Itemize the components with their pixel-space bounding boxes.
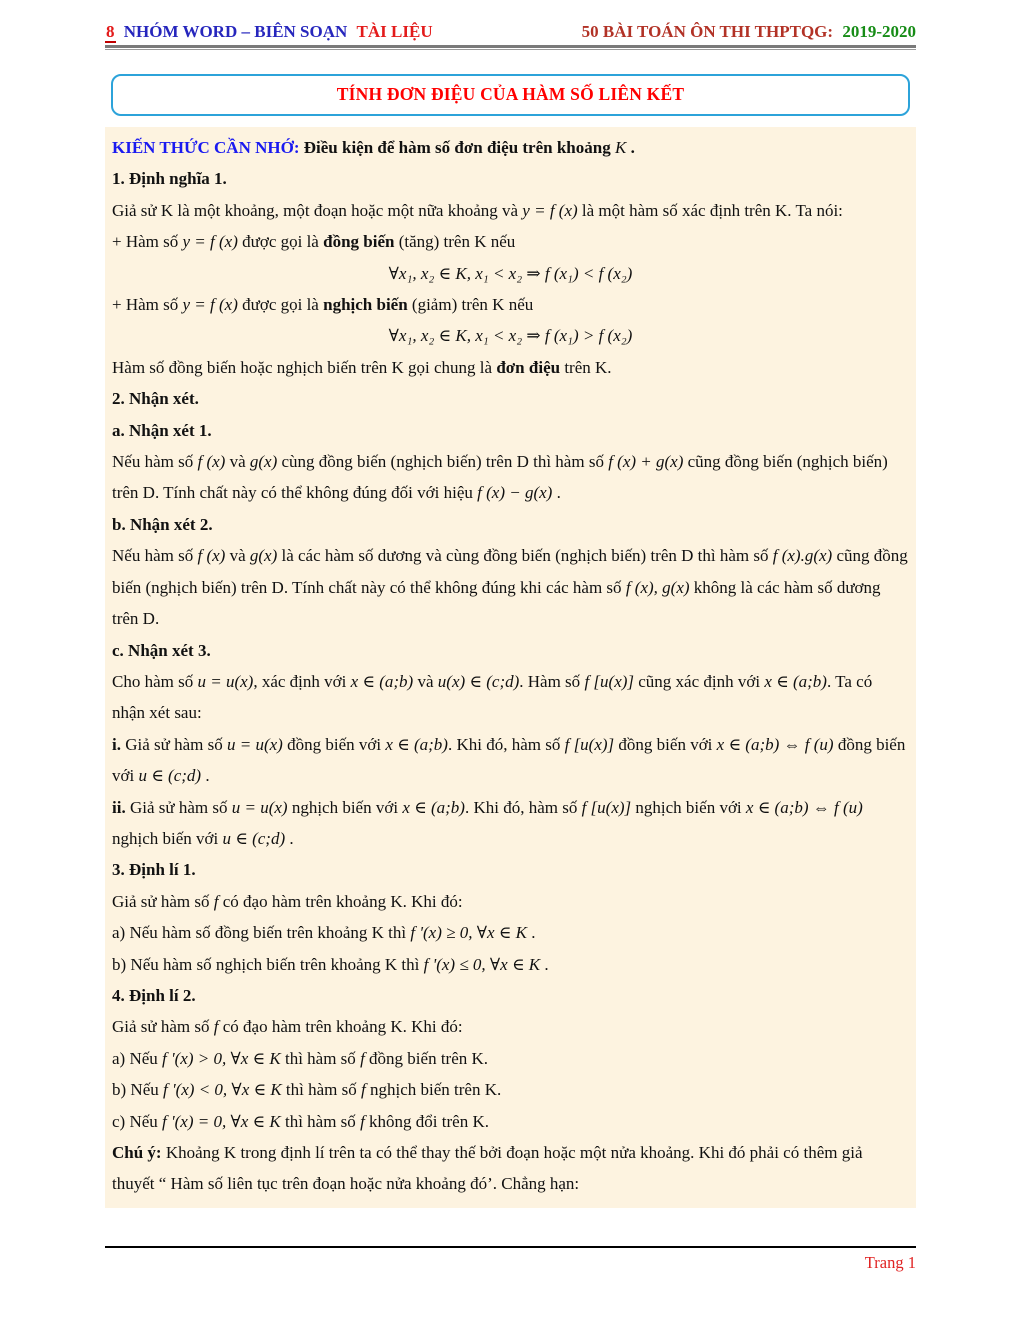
para-dong-bien-def: + Hàm số y = f (x) được gọi là đồng biến (tăng) trên K nếu (112, 232, 516, 252)
header-group-name: NHÓM WORD – BIÊN SOẠN (123, 22, 348, 41)
header-rule-thin-line (105, 49, 916, 50)
page-number: Trang 1 (864, 1252, 916, 1272)
brand-8-icon: 8 (106, 22, 115, 41)
knowledge-note: KIẾN THỨC CẦN NHỚ: Điều kiện để hàm số đơn điệu trên khoảng K . (112, 138, 635, 157)
para-nhan-xet-3-i: i. Giả sử hàm số u = u(x) đồng biến với x ∈ (a;b). Khi đó, hàm số f [u(x)] đồng biến với x ∈ (a;b) ⇔ f (u) đồng biến với u ∈ (c;d) . (112, 734, 906, 786)
para-chu-y: Chú ý: Khoảng K trong định lí trên ta có thể thay thế bởi đoạn hoặc một nửa khoảng. Khi đó phải có thêm giả thuyết “ Hàm số liên tục trên đoạn hoặc nửa khoảng đó’. Chẳng hạn: (112, 1143, 863, 1194)
para-nhan-xet-3-ii: ii. Giả sử hàm số u = u(x) nghịch biến với x ∈ (a;b). Khi đó, hàm số f [u(x)] nghịch biến với x ∈ (a;b) ⇔ f (u) nghịch biến với u ∈ (c;d) . (112, 797, 863, 848)
para-dinh-li-1-a: a) Nếu hàm số đồng biến trên khoảng K thì f '(x) ≥ 0, ∀x ∈ K . (112, 923, 536, 943)
para-don-dieu: Hàm số đồng biến hoặc nghịch biến trên K gọi chung là đơn điệu trên K. (112, 357, 612, 377)
header-years: 2019-2020 (842, 22, 916, 41)
formula-nghich-bien: ∀x₁, x₂ ∈ K, x₁ < x₂ ⇒ f (x₁) > f (x₂) (388, 326, 633, 346)
para-nhan-xet-2: Nếu hàm số f (x) và g(x) là các hàm số dương và cùng đồng biến (nghịch biến) trên D thì hàm số f (x).g(x) cũng đồng biến (nghịch biến) trên D. Tính chất này có thể không đúng khi các hàm số f (x), g(x) không là các hàm số dương trên D. (112, 546, 908, 629)
heading-nhan-xet-1: a. Nhận xét 1. (112, 420, 212, 440)
para-nghich-bien-def: + Hàm số y = f (x) được gọi là nghịch biến (giảm) trên K nếu (112, 295, 534, 315)
heading-dinh-li-1: 3. Định lí 1. (112, 860, 196, 880)
header-rule (105, 45, 916, 50)
header-rule-thick-line (105, 45, 916, 48)
para-nhan-xet-3: Cho hàm số u = u(x), xác định với x ∈ (a;b) và u(x) ∈ (c;d). Hàm số f [u(x)] cũng xác định với x ∈ (a;b). Ta có nhận xét sau: (112, 671, 873, 723)
heading-nhan-xet: 2. Nhận xét. (112, 389, 199, 409)
document-page (105, 22, 916, 1273)
para-dinh-nghia-intro: Giả sử K là một khoảng, một đoạn hoặc một nữa khoảng và y = f (x) là một hàm số xác định trên K. Ta nói: (112, 200, 843, 220)
title-box (111, 74, 910, 116)
page-footer (105, 1246, 916, 1273)
header-doc-type: TÀI LIỆU (356, 22, 433, 41)
para-dinh-li-2-intro: Giả sử hàm số f có đạo hàm trên khoảng K. Khi đó: (112, 1017, 463, 1037)
heading-dinh-nghia-1: 1. Định nghĩa 1. (112, 169, 227, 189)
formula-dong-bien: ∀x₁, x₂ ∈ K, x₁ < x₂ ⇒ f (x₁) < f (x₂) (388, 263, 633, 283)
page-header (105, 22, 916, 42)
header-right (582, 22, 916, 42)
para-nhan-xet-1: Nếu hàm số f (x) và g(x) cùng đồng biến (nghịch biến) trên D thì hàm số f (x) + g(x) cũng đồng biến (nghịch biến) trên D. Tính chất này có thể không đúng đối với hiệu f (x) − g(x) . (112, 452, 888, 503)
heading-nhan-xet-3: c. Nhận xét 3. (112, 640, 211, 660)
heading-dinh-li-2: 4. Định lí 2. (112, 985, 196, 1005)
content-body (105, 127, 916, 1208)
page-title: TÍNH ĐƠN ĐIỆU CỦA HÀM SỐ LIÊN KẾT (336, 84, 685, 104)
header-left (105, 22, 433, 42)
para-dinh-li-2-a: a) Nếu f '(x) > 0, ∀x ∈ K thì hàm số f đồng biến trên K. (112, 1048, 489, 1068)
para-dinh-li-2-c: c) Nếu f '(x) = 0, ∀x ∈ K thì hàm số f không đổi trên K. (112, 1111, 489, 1131)
para-dinh-li-2-b: b) Nếu f '(x) < 0, ∀x ∈ K thì hàm số f nghịch biến trên K. (112, 1080, 502, 1100)
para-dinh-li-1-b: b) Nếu hàm số nghịch biến trên khoảng K thì f '(x) ≤ 0, ∀x ∈ K . (112, 954, 549, 974)
heading-nhan-xet-2: b. Nhận xét 2. (112, 514, 213, 534)
para-dinh-li-1-intro: Giả sử hàm số f có đạo hàm trên khoảng K. Khi đó: (112, 891, 463, 911)
header-series-label: 50 BÀI TOÁN ÔN THI THPTQG: (581, 22, 834, 41)
